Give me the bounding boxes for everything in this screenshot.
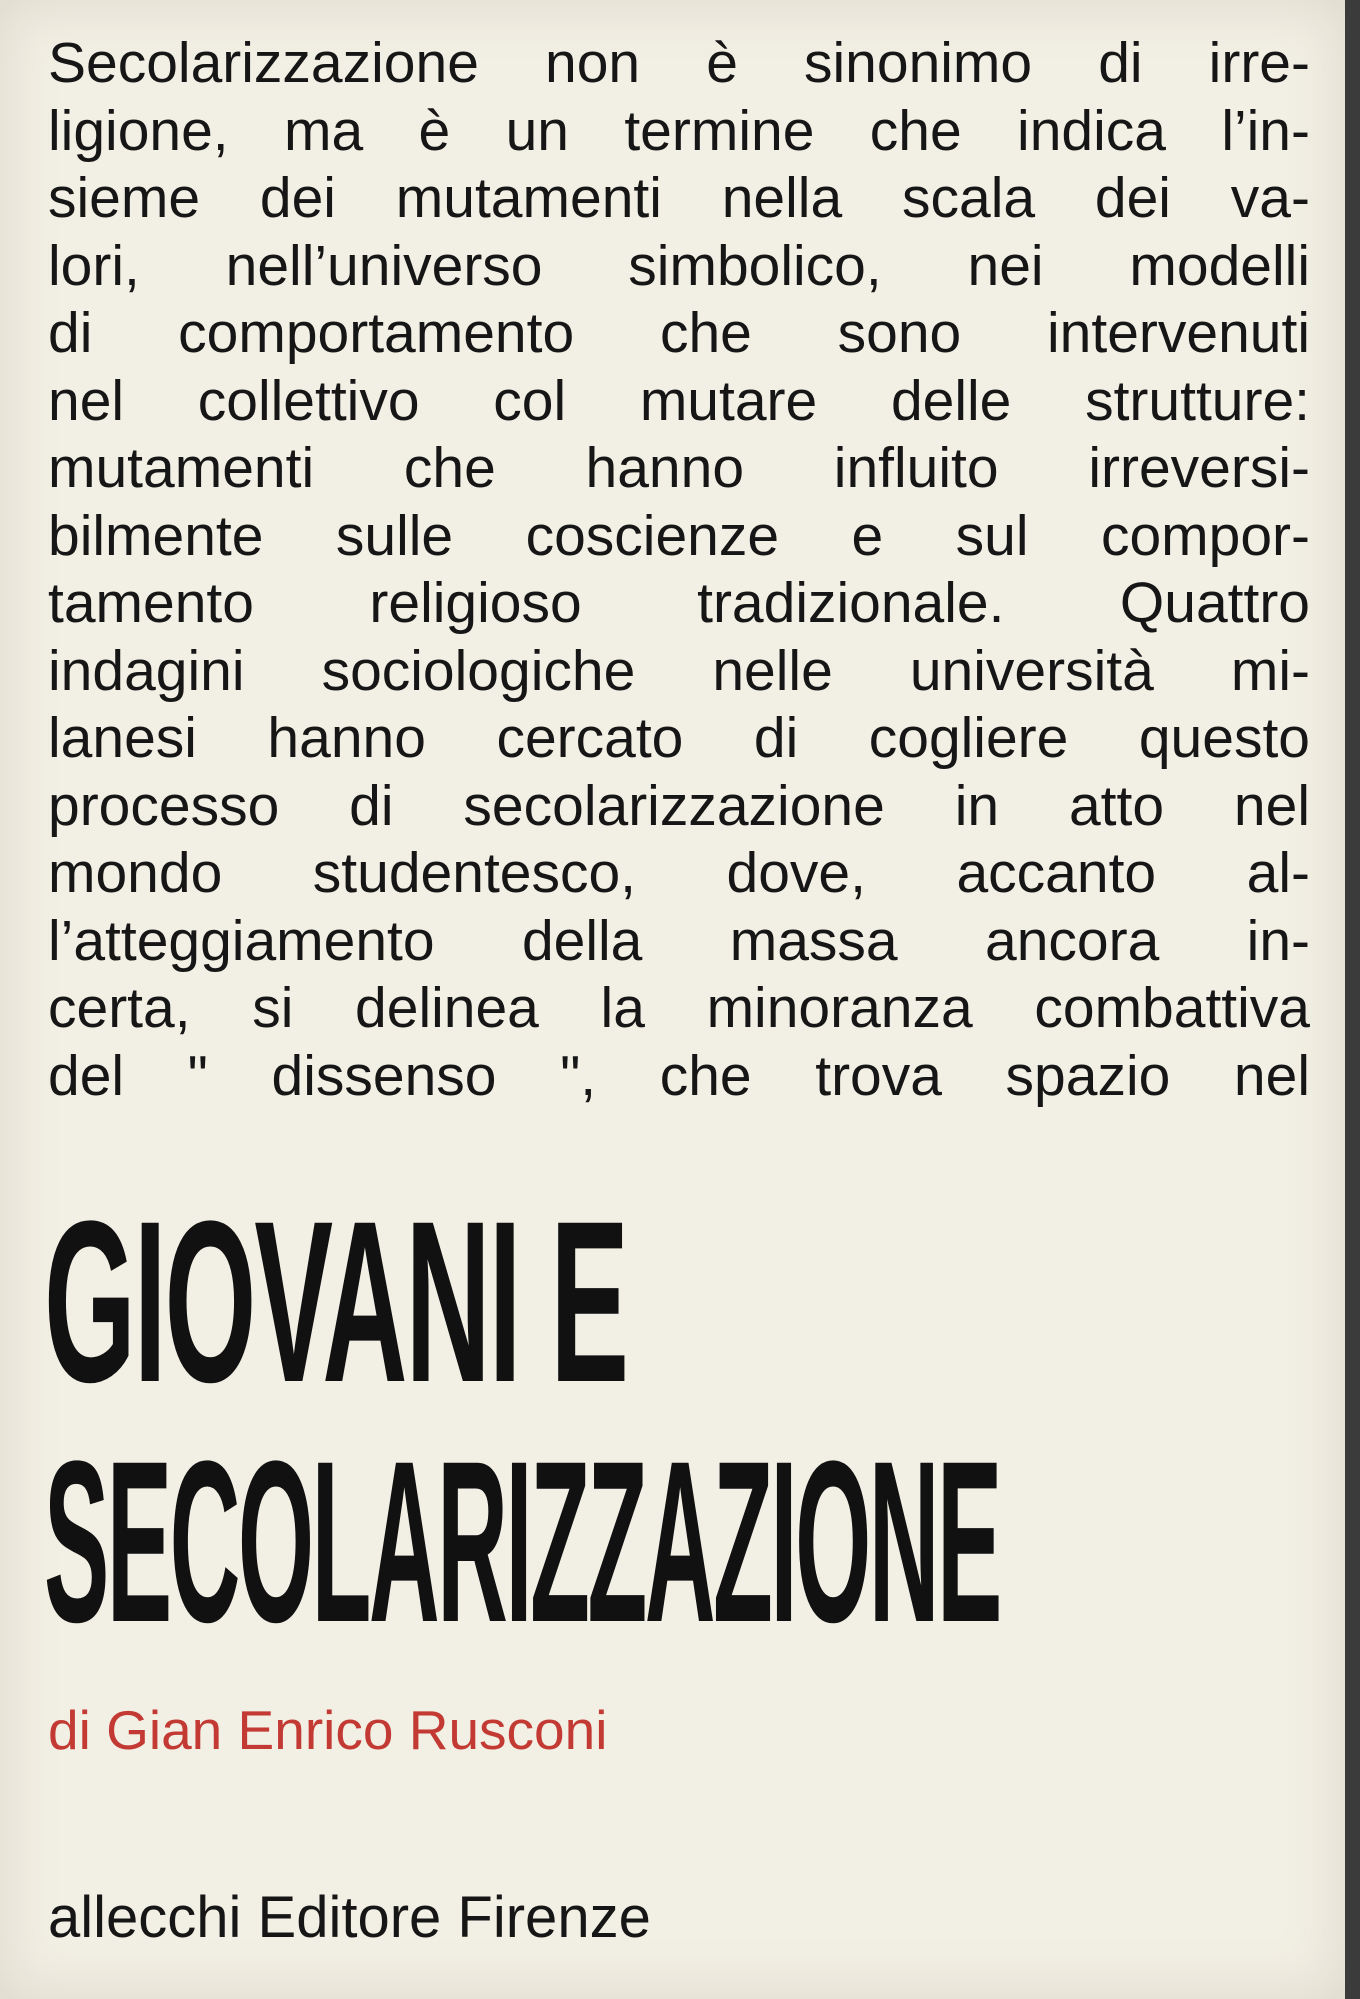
blurb-line: sieme dei mutamenti nella scala dei va- xyxy=(48,166,1310,230)
blurb-line: di comportamento che sono intervenuti xyxy=(48,301,1310,365)
blurb-line: processo di secolarizzazione in atto nel xyxy=(48,773,1310,838)
blurb-line: indagini sociologiche nelle università mi- xyxy=(48,638,1310,703)
blurb-line: mutamenti che hanno influito irreversi- xyxy=(48,436,1310,500)
blurb-line: ligione, ma è un termine che indica l’in- xyxy=(48,98,1310,163)
blurb-line: lanesi hanno cercato di cogliere questo xyxy=(48,706,1310,770)
back-cover-blurb xyxy=(48,30,1310,1110)
blurb-line: mondo studentesco, dove, accanto al- xyxy=(48,841,1310,905)
blurb-line: lori, nell’universo simbolico, nei modelli xyxy=(48,233,1310,298)
blurb-line: nel collettivo col mutare delle strutture: xyxy=(48,368,1310,433)
cover-edge xyxy=(1345,0,1360,1999)
blurb-line: del " dissenso ", che trova spazio nel xyxy=(48,1043,1310,1108)
book-title-line-1: GIOVANI E xyxy=(44,1174,628,1432)
blurb-line: tamento religioso tradizionale. Quattro xyxy=(48,571,1310,635)
blurb-line: l’atteggiamento della massa ancora in- xyxy=(48,908,1310,973)
publisher-imprint: allecchi Editore Firenze xyxy=(48,1885,651,1950)
blurb-line: Secolarizzazione non è sinonimo di irre- xyxy=(48,31,1310,95)
blurb-line: certa, si delinea la minoranza combattiva xyxy=(48,976,1310,1040)
author-credit: di Gian Enrico Rusconi xyxy=(48,1699,608,1761)
blurb-line: bilmente sulle coscienze e sul compor- xyxy=(48,503,1310,568)
book-title-line-2: SECOLARIZZAZIONE xyxy=(44,1414,1000,1672)
